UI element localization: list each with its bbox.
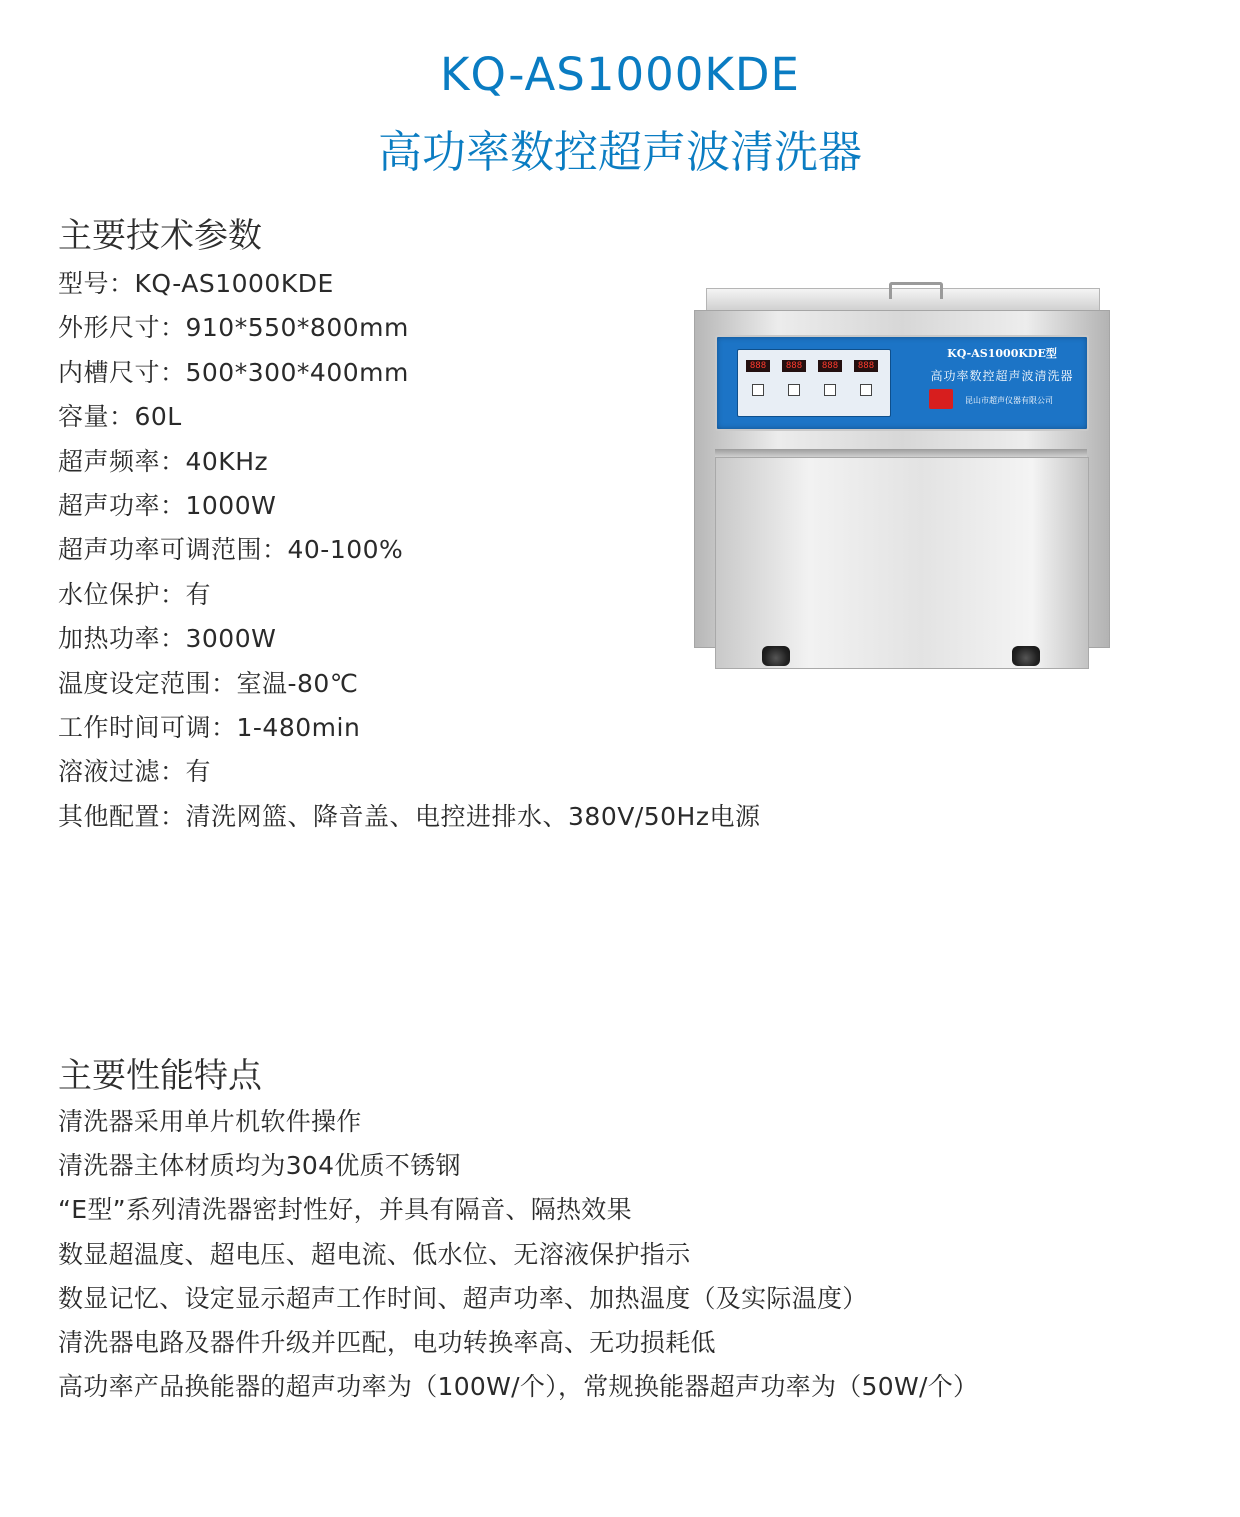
spec-other-config: 其他配置：清洗网篮、降音盖、电控进排水、380V/50Hz电源 [58, 801, 761, 831]
spec-power: 超声功率：1000W [58, 490, 277, 520]
spec-capacity: 容量：60L [58, 402, 182, 432]
panel-button [752, 384, 764, 396]
digital-display: 888 [746, 360, 770, 372]
features-heading: 主要性能特点 [58, 1056, 262, 1096]
lid-handle [889, 282, 943, 299]
machine-body [694, 310, 1110, 648]
spec-work-time: 工作时间可调：1-480min [58, 712, 361, 742]
panel-button [860, 384, 872, 396]
panel-company-label: 昆山市超声仪器有限公司 [965, 396, 1053, 405]
feature-item: 清洗器采用单片机软件操作 [58, 1107, 362, 1136]
spec-dimensions: 外形尺寸：910*550*800mm [58, 313, 409, 343]
product-model-title: KQ-AS1000KDE [440, 48, 800, 101]
display-block [737, 349, 891, 417]
spec-model: 型号：KQ-AS1000KDE [58, 269, 334, 298]
product-name-title: 高功率数控超声波清洗器 [378, 127, 862, 178]
feature-item: 高功率产品换能器的超声功率为（100W/个），常规换能器超声功率为（50W/个） [58, 1372, 979, 1402]
spec-tank-size: 内槽尺寸：500*300*400mm [58, 357, 409, 387]
product-image [694, 286, 1110, 668]
spec-water-protection: 水位保护：有 [58, 579, 212, 609]
spec-heating-power: 加热功率：3000W [58, 624, 277, 654]
caster-wheel-icon [762, 646, 790, 666]
panel-button [788, 384, 800, 396]
spec-filtration: 溶液过滤：有 [58, 757, 212, 787]
feature-item: 数显超温度、超电压、超电流、低水位、无溶液保护指示 [58, 1239, 691, 1269]
control-panel [715, 335, 1089, 431]
spec-frequency: 超声频率：40KHz [58, 446, 269, 476]
machine-lid [706, 288, 1100, 312]
digital-display: 888 [854, 360, 878, 372]
panel-button [824, 384, 836, 396]
spec-temperature-range: 温度设定范围：室温-80℃ [58, 668, 359, 698]
feature-item: “E型”系列清洗器密封性好，并具有隔音、隔热效果 [58, 1195, 632, 1225]
door-frame [715, 449, 1087, 457]
panel-name-label: 高功率数控超声波清洗器 [930, 369, 1074, 383]
specs-heading: 主要技术参数 [58, 216, 262, 256]
feature-item: 清洗器电路及器件升级并匹配，电功转换率高、无功损耗低 [58, 1327, 716, 1357]
spec-power-range: 超声功率可调范围：40-100% [58, 535, 404, 565]
feature-list [58, 1104, 978, 1413]
spec-list [58, 266, 760, 843]
digital-display: 888 [818, 360, 842, 372]
digital-display: 888 [782, 360, 806, 372]
caster-wheel-icon [1012, 646, 1040, 666]
machine-door [715, 457, 1089, 669]
feature-item: 清洗器主体材质均为304优质不锈钢 [58, 1151, 461, 1181]
feature-item: 数显记忆、设定显示超声工作时间、超声功率、加热温度（及实际温度） [58, 1283, 868, 1313]
panel-model-label: KQ-AS1000KDE型 [947, 347, 1057, 360]
